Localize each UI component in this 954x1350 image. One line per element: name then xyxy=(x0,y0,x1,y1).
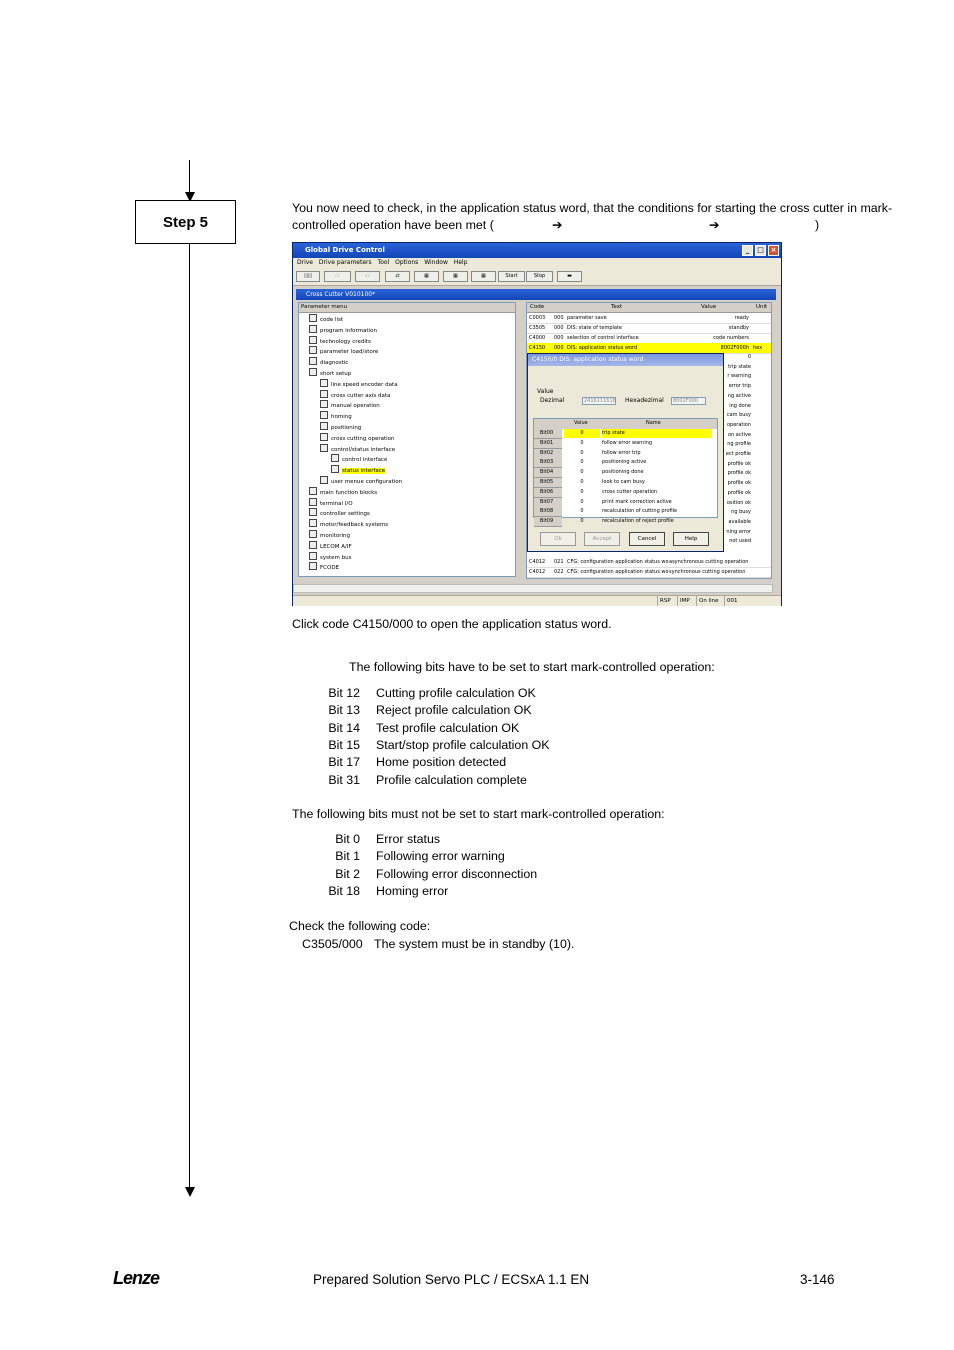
bit-name: follow error warning xyxy=(602,439,653,446)
cell-code: C3505 xyxy=(529,325,546,331)
tree-item[interactable] xyxy=(320,444,395,454)
bit-name: positioning active xyxy=(602,459,647,466)
tree-item[interactable] xyxy=(320,476,402,486)
tree-item[interactable] xyxy=(309,508,370,518)
step-label: Step 5 xyxy=(162,213,208,231)
status-word-dialog xyxy=(527,353,724,552)
bit-label: Bit00 xyxy=(534,429,562,439)
menu-tool[interactable]: Tool xyxy=(377,259,390,266)
must-set-heading: The following bits have to be set to start mark-controlled operation: xyxy=(349,660,715,674)
toolbar-button-icon[interactable]: ▬ xyxy=(557,271,582,282)
intro-close-paren: ) xyxy=(815,218,820,232)
tree-item[interactable] xyxy=(331,454,387,464)
arrow-right-icon: ➔ xyxy=(552,218,563,232)
folder-icon xyxy=(309,530,317,538)
cell-text: parameter save xyxy=(567,315,607,321)
horizontal-scrollbar[interactable] xyxy=(293,584,773,593)
value-group-label: Value xyxy=(537,388,554,395)
value-cell: on active xyxy=(727,431,751,438)
status-imp: IMP xyxy=(677,596,690,606)
dez-field[interactable]: 2416111616 xyxy=(584,398,616,404)
tree-item-label: line speed encoder data xyxy=(331,381,398,388)
tree-item-label: diagnostic xyxy=(320,360,349,367)
table-header xyxy=(527,303,771,313)
bit-description: Start/stop profile calculation OK xyxy=(376,737,550,752)
value-cell: ng active xyxy=(727,392,751,399)
bit-row[interactable] xyxy=(534,458,717,468)
tree-item-label: control/status interface xyxy=(331,446,396,453)
screenshot-caption: Click code C4150/000 to open the application status word. xyxy=(292,617,612,631)
bit-description: Following error disconnection xyxy=(376,866,538,881)
tree-item[interactable] xyxy=(320,411,352,421)
lenze-logo: Lenze xyxy=(113,1268,160,1288)
value-cell: r warning xyxy=(727,373,751,380)
value-cell: error trip xyxy=(728,383,751,390)
bit-number: Bit 15 xyxy=(328,737,360,752)
cell-text: CFG: configuration application status wo xyxy=(567,559,669,565)
status-bar xyxy=(293,595,781,606)
folder-icon xyxy=(320,379,328,387)
tree-item[interactable] xyxy=(320,379,398,389)
gdc-window xyxy=(292,242,782,606)
cell-unit: hex xyxy=(753,345,763,351)
bit-value: 0 xyxy=(580,488,584,495)
menu-window[interactable]: Window xyxy=(424,259,448,266)
value-cell: trip state xyxy=(728,363,751,370)
value-cell: profile ok xyxy=(727,489,751,496)
cell-code: C4150 xyxy=(529,345,546,351)
folder-icon xyxy=(309,562,317,570)
col-name: Name xyxy=(646,420,661,426)
cell-sub: 022 xyxy=(554,569,564,575)
folder-icon xyxy=(309,498,317,506)
cell-text: DIS: application status word xyxy=(567,345,638,351)
bit-number: Bit 1 xyxy=(335,849,360,864)
tree-item-label: FCODE xyxy=(320,565,340,572)
status-rsp: RSP xyxy=(657,596,671,606)
bit-list-item xyxy=(300,884,600,901)
folder-icon xyxy=(320,433,328,441)
tree-item-label: monitoring xyxy=(320,533,351,539)
cell-code: C4012 xyxy=(529,559,546,565)
folder-icon xyxy=(309,368,317,376)
cell-value: 8002F000h xyxy=(720,345,749,351)
arrow-right-icon: ➔ xyxy=(709,218,720,232)
intro-line-2-text: controlled operation have been met ( xyxy=(292,218,494,232)
intro-line-2 xyxy=(292,217,832,234)
tree-item[interactable] xyxy=(309,541,352,551)
bit-description: Cutting profile calculation OK xyxy=(376,686,536,700)
folder-icon xyxy=(309,346,317,354)
folder-icon xyxy=(320,476,328,484)
tree-item[interactable] xyxy=(309,314,343,324)
col-text: Text xyxy=(611,304,623,310)
cell-sub: 021 xyxy=(554,559,564,565)
cell-value: standby xyxy=(728,325,749,331)
col-value: Value xyxy=(701,304,717,310)
bit-label: Bit01 xyxy=(534,439,562,449)
value-cell: profile ok xyxy=(727,460,751,467)
tree-item-label: main function blocks xyxy=(320,489,378,496)
close-icon[interactable]: × xyxy=(768,245,779,256)
tree-item[interactable] xyxy=(309,368,351,378)
cell-text: CFG: configuration application status wo xyxy=(567,569,669,575)
value-cell: cam busy xyxy=(726,412,751,419)
check-description: The system must be in standby (10). xyxy=(374,937,575,951)
tree-item-label: motor/feedback systems xyxy=(320,522,389,529)
bit-label: Bit02 xyxy=(534,449,562,459)
toolbar-button-icon[interactable]: ▦ xyxy=(443,271,468,282)
bit-row[interactable] xyxy=(534,517,717,527)
value-cell: available xyxy=(728,518,751,525)
folder-icon xyxy=(309,541,317,549)
col-code: Code xyxy=(530,304,545,310)
bit-label: Bit08 xyxy=(534,507,562,517)
dialog-title: C4150/0 DIS: application status word xyxy=(528,354,723,366)
window-titlebar xyxy=(293,243,781,258)
folder-icon xyxy=(320,390,328,398)
folder-icon xyxy=(320,400,328,408)
menu-drive-parameters[interactable]: Drive parameters xyxy=(318,259,372,266)
bit-row[interactable] xyxy=(534,488,717,498)
tree-item[interactable] xyxy=(320,400,380,410)
bit-description: Following error warning xyxy=(376,849,505,864)
cell-code: C4012 xyxy=(529,569,546,575)
bit-row[interactable] xyxy=(534,468,717,478)
tree-item-label: short setup xyxy=(320,371,352,377)
bit-number: Bit 14 xyxy=(328,720,360,735)
intro-line-1: You now need to check, in the application status word, that the conditions for starting the cross cutter in mark- xyxy=(292,201,893,215)
tree-item[interactable] xyxy=(309,336,371,346)
cell-sub: 000 xyxy=(554,315,564,321)
tree-item[interactable] xyxy=(309,498,353,508)
bit-name: print mark correction active xyxy=(602,498,672,505)
accept-button[interactable]: Accept xyxy=(584,532,620,546)
value-cell: osition ok xyxy=(726,499,751,506)
folder-icon xyxy=(309,325,317,333)
bit-list-item xyxy=(300,755,600,772)
tree-item[interactable] xyxy=(331,465,385,475)
folder-icon xyxy=(309,487,317,495)
bit-row[interactable] xyxy=(534,507,717,517)
tree-item-label: positioning xyxy=(331,425,362,431)
page-number: 3-146 xyxy=(800,1272,835,1287)
bit-row[interactable] xyxy=(534,439,717,449)
tree-item-label: control interface xyxy=(342,457,388,464)
value-cell: profile ok xyxy=(727,480,751,487)
tree-item[interactable] xyxy=(309,325,377,335)
flow-line-top xyxy=(189,160,190,194)
status-node: 001 xyxy=(724,596,738,606)
toolbar-button-icon[interactable]: ▦ xyxy=(414,271,439,282)
tree-item-label: status interface xyxy=(342,468,386,475)
toolbar-button-icon[interactable]: ⇄ xyxy=(385,271,410,282)
bit-list-item xyxy=(300,773,600,790)
bit-list-item xyxy=(300,832,600,849)
status-online: On line xyxy=(696,596,719,606)
tree-item[interactable] xyxy=(309,562,339,572)
table-row[interactable] xyxy=(527,567,771,578)
value-cell: operation xyxy=(726,421,751,428)
folder-icon xyxy=(320,411,328,419)
bit-list-item xyxy=(300,849,600,866)
cell-text: selection of control interface xyxy=(567,335,639,341)
col-unit: Unit xyxy=(756,304,768,310)
bit-value: 0 xyxy=(580,498,584,505)
stop-button[interactable]: Stop xyxy=(526,271,553,282)
bit-description: Homing error xyxy=(376,883,449,898)
col-value: Value xyxy=(574,420,588,426)
bit-description: Profile calculation complete xyxy=(376,772,527,787)
value-cell: ng busy xyxy=(731,509,751,516)
value-cell: 0 xyxy=(747,354,751,360)
bit-description: Home position detected xyxy=(376,755,507,770)
cell-sub: 000 xyxy=(554,335,564,341)
cancel-button[interactable]: Cancel xyxy=(629,532,665,546)
flow-line-main xyxy=(189,244,190,1188)
menu-drive[interactable]: Drive xyxy=(297,259,313,266)
bit-value: 0 xyxy=(564,429,600,438)
bit-value: 0 xyxy=(580,469,584,476)
bit-list-item xyxy=(300,686,600,703)
folder-icon xyxy=(331,454,339,462)
tree-header: Parameter menu xyxy=(299,303,515,313)
cell-value: synchronous cutting operation xyxy=(669,569,746,575)
tree-item[interactable] xyxy=(309,519,388,529)
folder-icon xyxy=(309,552,317,560)
bit-number: Bit 2 xyxy=(335,866,360,881)
tree-item-label: homing xyxy=(331,414,352,421)
value-cell: ect profile xyxy=(725,451,751,457)
bit-label: Bit05 xyxy=(534,478,562,488)
value-cell: not used xyxy=(729,538,751,545)
bit-row[interactable] xyxy=(534,449,717,459)
tree-item-label: technology credits xyxy=(320,338,371,345)
bit-number: Bit 0 xyxy=(335,832,360,846)
bit-name: trip state xyxy=(602,429,712,438)
bit-number: Bit 13 xyxy=(328,703,360,718)
tree-item[interactable] xyxy=(309,346,378,356)
subwindow-title: Cross Cutter V010100* xyxy=(306,291,376,298)
value-cell: ng profile xyxy=(727,441,751,448)
bit-name: look to cam busy xyxy=(602,479,645,485)
bit-grid-header xyxy=(534,419,717,429)
tree-item-label: system bus xyxy=(320,554,352,561)
help-button[interactable]: Help xyxy=(673,532,709,546)
bit-description: Reject profile calculation OK xyxy=(376,703,532,718)
bit-value: 0 xyxy=(580,449,584,456)
hex-label: Hexadezimal xyxy=(625,397,664,404)
toolbar xyxy=(293,268,781,286)
cell-value: ready xyxy=(734,315,749,321)
ok-button[interactable]: Ok xyxy=(540,532,576,546)
tree-item[interactable] xyxy=(320,422,361,432)
dez-label: Dezimal xyxy=(540,397,565,404)
bit-value: 0 xyxy=(580,459,584,466)
tree-item-label: parameter load/store xyxy=(320,349,379,356)
cell-sub: 000 xyxy=(554,325,564,331)
toolbar-button-icon[interactable]: ▦ xyxy=(471,271,496,282)
must-not-set-heading: The following bits must not be set to start mark-controlled operation: xyxy=(292,807,665,821)
folder-icon xyxy=(331,465,339,473)
bit-name: positioning done xyxy=(602,469,644,476)
bit-list-item xyxy=(300,703,600,720)
tree-item-label: terminal I/O xyxy=(320,500,353,507)
bit-description: Test profile calculation OK xyxy=(376,720,520,735)
cell-code: C0003 xyxy=(529,315,546,321)
parameter-tree xyxy=(298,302,516,577)
subwindow-titlebar xyxy=(296,289,776,300)
check-heading: Check the following code: xyxy=(289,919,431,933)
bit-number: Bit 18 xyxy=(328,883,360,898)
cell-text: DIS: state of template xyxy=(567,325,623,331)
check-code: C3505/000 xyxy=(302,937,363,951)
menu-options[interactable]: Options xyxy=(395,259,419,266)
tree-item[interactable] xyxy=(309,552,351,562)
menu-bar xyxy=(293,258,781,268)
bit-description: Error status xyxy=(376,832,441,846)
bit-row[interactable] xyxy=(534,429,717,439)
start-button[interactable]: Start xyxy=(498,271,525,282)
bit-grid xyxy=(533,418,718,525)
tree-item-label: LECOM A/IF xyxy=(320,543,352,550)
toolbar-button-icon[interactable]: ▭ xyxy=(355,271,380,282)
cell-value: code numbers xyxy=(713,335,749,341)
bit-value: 0 xyxy=(580,479,584,485)
maximize-icon[interactable]: □ xyxy=(755,245,766,256)
tree-item[interactable] xyxy=(320,433,395,443)
tree-item-label: program information xyxy=(320,327,377,334)
bit-number: Bit 31 xyxy=(328,772,360,787)
toolbar-button-icon[interactable]: ▭ xyxy=(324,271,351,282)
bit-name: cross cutter operation xyxy=(602,488,658,495)
bit-label: Bit03 xyxy=(534,458,562,468)
bit-list-item xyxy=(300,867,600,884)
menu-help[interactable]: Help xyxy=(453,259,468,266)
bit-value: 0 xyxy=(580,508,584,515)
bit-list-item xyxy=(300,738,600,755)
value-cell: profile ok xyxy=(727,470,751,477)
folder-icon xyxy=(309,508,317,516)
cell-code: C4000 xyxy=(529,335,546,341)
folder-icon xyxy=(309,314,317,322)
tree-item-label: user menue configuration xyxy=(331,479,403,485)
bit-label: Bit04 xyxy=(534,468,562,478)
bit-list-item xyxy=(300,721,600,738)
bit-name: follow error trip xyxy=(602,449,641,456)
bit-value: 0 xyxy=(580,518,584,525)
tree-item-label: cross cutting operation xyxy=(331,435,395,442)
bit-label: Bit09 xyxy=(534,517,562,527)
tree-item-label: code list xyxy=(320,317,344,323)
bit-label: Bit06 xyxy=(534,488,562,498)
tree-item[interactable] xyxy=(309,530,350,540)
cell-value: asynchronous cutting operation xyxy=(669,559,749,565)
hex-field[interactable]: 8002F000 xyxy=(671,397,706,405)
tree-item[interactable] xyxy=(309,487,377,497)
folder-icon xyxy=(309,519,317,527)
value-cell: ning error xyxy=(726,528,751,535)
folder-icon xyxy=(320,444,328,452)
tree-item-label: cross cutter axis data xyxy=(331,392,391,399)
folder-icon xyxy=(309,336,317,344)
bit-number: Bit 12 xyxy=(328,686,360,700)
window-title: Global Drive Control xyxy=(305,246,385,254)
minimize-icon[interactable]: _ xyxy=(742,245,753,256)
cell-sub: 000 xyxy=(554,345,564,351)
tree-item[interactable] xyxy=(309,357,348,367)
footer-title: Prepared Solution Servo PLC / ECSxA 1.1 EN xyxy=(313,1272,590,1287)
bit-value: 0 xyxy=(580,439,584,446)
step-label-box xyxy=(135,200,236,244)
value-cell: ing done xyxy=(729,402,751,409)
bit-name: recalculation of reject profile xyxy=(602,518,674,525)
bit-name: recalculation of cutting profile xyxy=(602,508,678,515)
tree-item[interactable] xyxy=(320,390,390,400)
folder-icon xyxy=(320,422,328,430)
bit-label: Bit07 xyxy=(534,498,562,508)
folder-icon xyxy=(309,357,317,365)
arrow-down-icon xyxy=(185,1187,195,1197)
tree-item-label: controller settings xyxy=(320,511,370,518)
toolbar-button-icon[interactable]: ▯▯▯ xyxy=(296,271,320,282)
bit-number: Bit 17 xyxy=(328,755,360,770)
bit-row[interactable] xyxy=(534,478,717,488)
tree-item-label: manual operation xyxy=(331,403,380,410)
bit-row[interactable] xyxy=(534,498,717,508)
